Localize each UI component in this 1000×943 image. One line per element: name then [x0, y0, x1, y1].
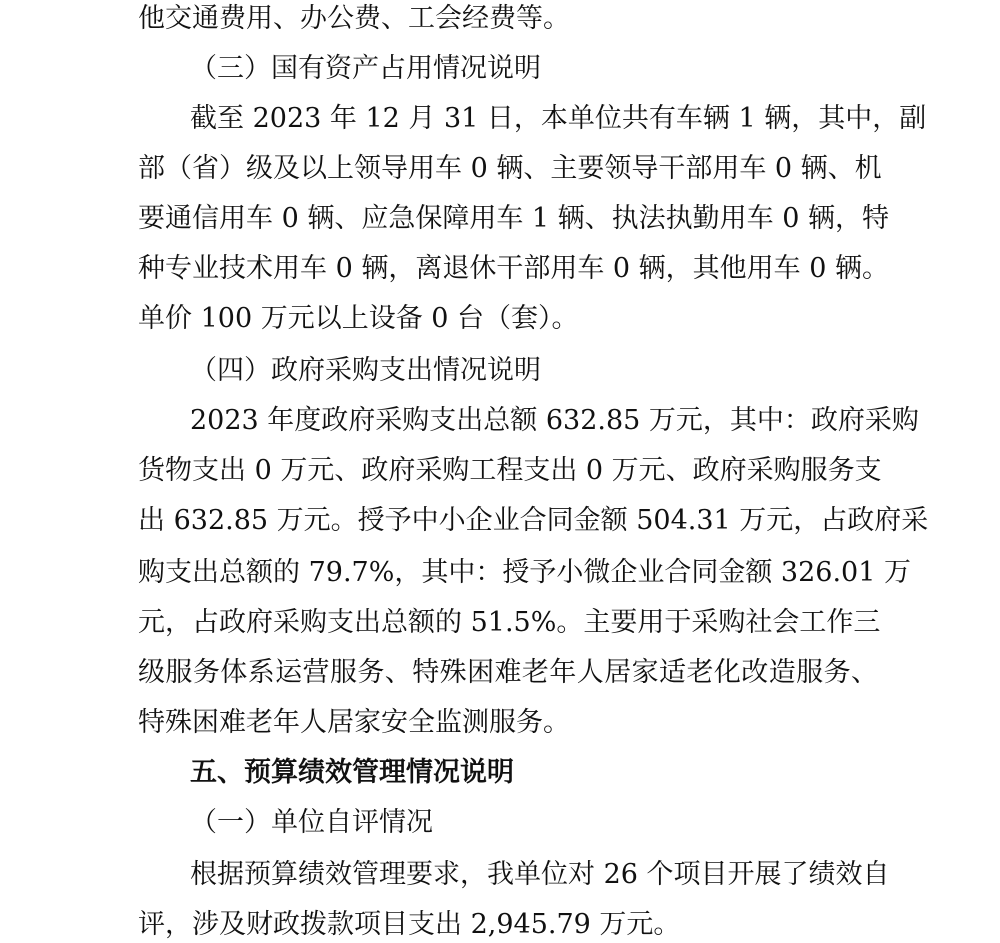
section-heading-state-assets: （三）国有资产占用情况说明	[190, 53, 541, 84]
paragraph-line: 2023 年度政府采购支出总额 632.85 万元，其中：政府采购	[190, 405, 919, 436]
paragraph-line: 单价 100 万元以上设备 0 台（套）。	[138, 303, 579, 334]
paragraph-line: 元，占政府采购支出总额的 51.5%。主要用于采购社会工作三	[138, 607, 881, 638]
paragraph-line: 种专业技术用车 0 辆，离退休干部用车 0 辆，其他用车 0 辆。	[138, 253, 890, 284]
section-heading-performance: 五、预算绩效管理情况说明	[190, 757, 514, 788]
paragraph-line: 部（省）级及以上领导用车 0 辆、主要领导干部用车 0 辆、机	[138, 153, 882, 184]
paragraph-line: 级服务体系运营服务、特殊困难老年人居家适老化改造服务、	[138, 657, 878, 688]
paragraph-line: 货物支出 0 万元、政府采购工程支出 0 万元、政府采购服务支	[138, 455, 882, 486]
paragraph-line: 他交通费用、办公费、工会经费等。	[138, 3, 570, 34]
paragraph-line: 出 632.85 万元。授予中小企业合同金额 504.31 万元，占政府采	[138, 505, 929, 536]
paragraph-line: 截至 2023 年 12 月 31 日，本单位共有车辆 1 辆，其中，副	[190, 103, 927, 134]
section-heading-self-evaluation: （一）单位自评情况	[190, 807, 433, 838]
paragraph-line: 根据预算绩效管理要求，我单位对 26 个项目开展了绩效自	[190, 859, 890, 890]
section-heading-procurement: （四）政府采购支出情况说明	[190, 355, 541, 386]
paragraph-line: 购支出总额的 79.7%，其中：授予小微企业合同金额 326.01 万	[138, 557, 911, 588]
paragraph-line: 特殊困难老年人居家安全监测服务。	[138, 707, 570, 738]
paragraph-line: 评，涉及财政拨款项目支出 2,945.79 万元。	[138, 909, 681, 940]
paragraph-line: 要通信用车 0 辆、应急保障用车 1 辆、执法执勤用车 0 辆，特	[138, 203, 890, 234]
